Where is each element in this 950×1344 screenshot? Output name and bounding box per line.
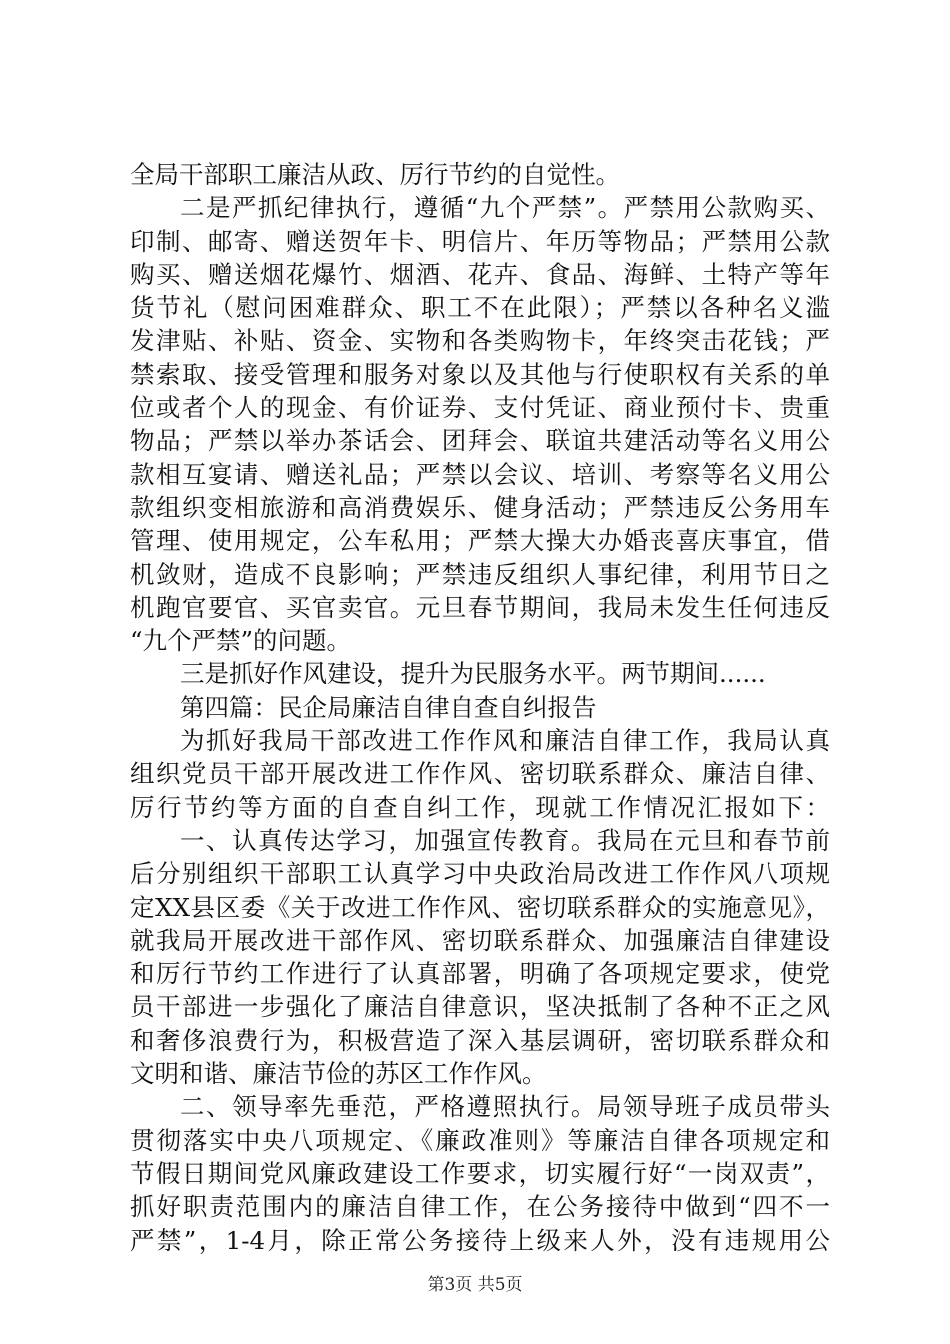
text-line: 印制、邮寄、赠送贺年卡、明信片、年历等物品；严禁用公款	[130, 226, 830, 256]
text-line: 购买、赠送烟花爆竹、烟酒、花卉、食品、海鲜、土特产等年	[130, 259, 830, 289]
text-line: 管理、使用规定，公车私用；严禁大操大办婚丧喜庆事宜，借	[130, 526, 830, 556]
text-line: 节假日期间党风廉政建设工作要求，切实履行好“一岗双责”，	[130, 1158, 830, 1188]
text-line: 物品；严禁以举办茶话会、团拜会、联谊共建活动等名义用公	[130, 426, 830, 456]
text-line: 贯彻落实中央八项规定、《廉政准则》等廉洁自律各项规定和	[130, 1125, 830, 1155]
text-line: 全局干部职工廉洁从政、厉行节约的自觉性。	[130, 160, 620, 189]
text-line: 后分别组织干部职工认真学习中央政治局改进工作作风八项规	[130, 859, 830, 889]
text-line: 文明和谐、廉洁节俭的苏区工作作风。	[130, 1059, 547, 1089]
text-line: 一、认真传达学习，加强宣传教育。我局在元旦和春节前	[180, 825, 830, 855]
text-line: 厉行节约等方面的自查自纠工作，现就工作情况汇报如下：	[130, 792, 830, 822]
text-line: “九个严禁”的问题。	[130, 626, 352, 656]
text-line: 严禁”，1-4月，除正常公务接待上级来人外，没有违规用公	[130, 1225, 830, 1255]
text-line: 款相互宴请、赠送礼品；严禁以会议、培训、考察等名义用公	[130, 459, 830, 489]
text-line: 和厉行节约工作进行了认真部署，明确了各项规定要求，使党	[130, 959, 830, 989]
page-footer: 第3页 共5页	[427, 1275, 523, 1295]
text-line: 二是严抓纪律执行，遵循“九个严禁”。严禁用公款购买、	[180, 193, 830, 223]
text-line: 发津贴、补贴、资金、实物和各类购物卡，年终突击花钱；严	[130, 326, 830, 356]
text-line: 货节礼（慰问困难群众、职工不在此限）；严禁以各种名义滥	[130, 293, 830, 323]
text-line: 位或者个人的现金、有价证券、支付凭证、商业预付卡、贵重	[130, 393, 830, 423]
text-line: 为抓好我局干部改进工作作风和廉洁自律工作，我局认真	[180, 726, 830, 756]
text-line: 定XX县区委《关于改进工作作风、密切联系群众的实施意见》，	[130, 892, 830, 922]
text-line: 组织党员干部开展改进工作作风、密切联系群众、廉洁自律、	[130, 759, 830, 789]
text-line: 机敛财，造成不良影响；严禁违反组织人事纪律，利用节日之	[130, 559, 830, 589]
text-line: 三是抓好作风建设，提升为民服务水平。两节期间......	[180, 659, 766, 689]
text-line: 第四篇：民企局廉洁自律自查自纠报告	[180, 692, 597, 722]
text-line: 款组织变相旅游和高消费娱乐、健身活动；严禁违反公务用车	[130, 492, 830, 522]
text-line: 机跑官要官、买官卖官。元旦春节期间，我局未发生任何违反	[130, 592, 830, 622]
text-line: 禁索取、接受管理和服务对象以及其他与行使职权有关系的单	[130, 359, 830, 389]
text-line: 就我局开展改进干部作风、密切联系群众、加强廉洁自律建设	[130, 925, 830, 955]
text-line: 员干部进一步强化了廉洁自律意识，坚决抵制了各种不正之风	[130, 992, 830, 1022]
document-body	[130, 158, 830, 1257]
text-line: 抓好职责范围内的廉洁自律工作，在公务接待中做到“四不一	[130, 1192, 830, 1222]
text-line: 和奢侈浪费行为，积极营造了深入基层调研，密切联系群众和	[130, 1025, 830, 1055]
text-line: 二、领导率先垂范，严格遵照执行。局领导班子成员带头	[180, 1092, 830, 1122]
